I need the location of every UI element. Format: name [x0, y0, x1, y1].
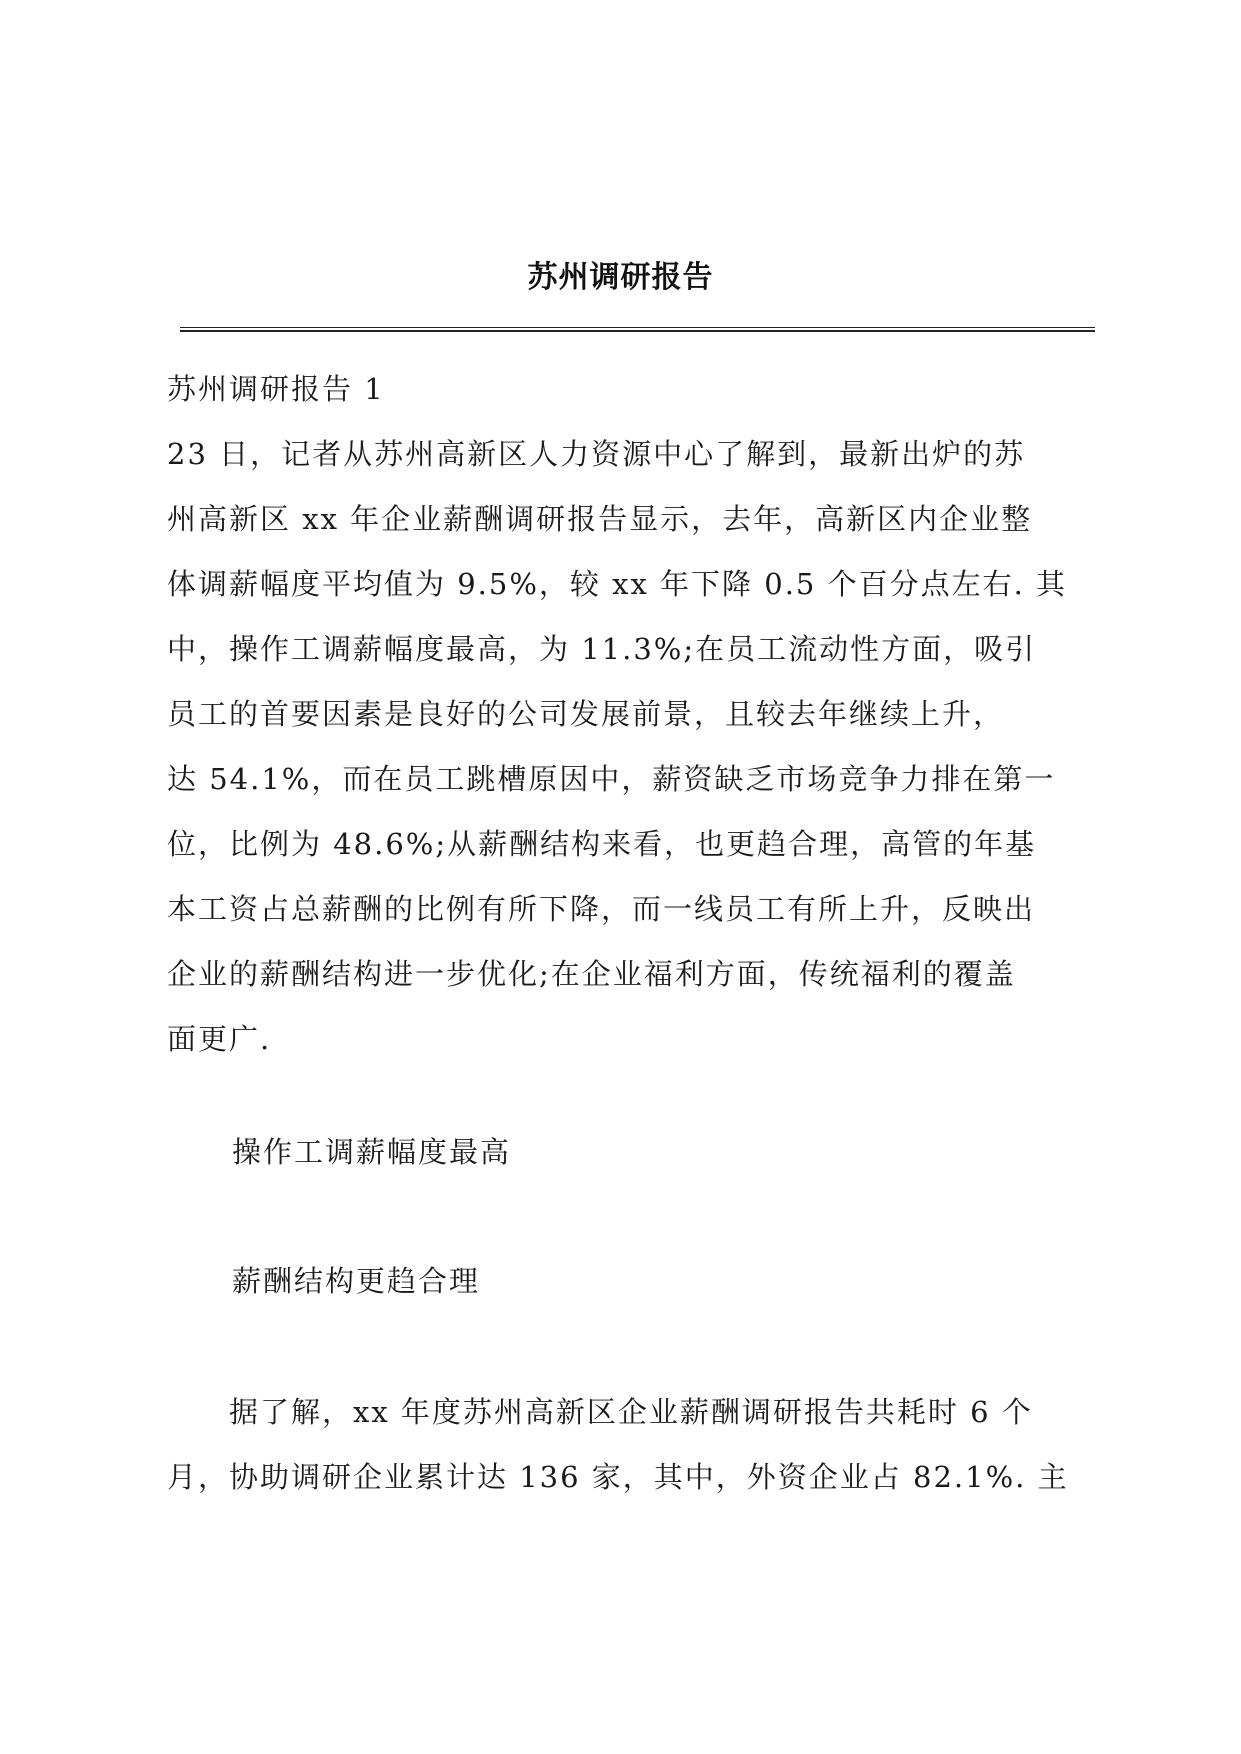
paragraph-line: 体调薪幅度平均值为 9.5%，较 xx 年下降 0.5 个百分点左右. 其: [167, 567, 1068, 601]
paragraph-line: 月，协助调研企业累计达 136 家，其中，外资企业占 82.1%. 主: [167, 1460, 1069, 1494]
paragraph-line: 本工资占总薪酬的比例有所下降，而一线员工有所上升，反映出: [167, 892, 1036, 926]
paragraph-line: 面更广.: [167, 1022, 272, 1056]
paragraph-1: [167, 422, 1097, 1072]
paragraph-line: 达 54.1%，而在员工跳槽原因中，薪资缺乏市场竞争力排在第一: [167, 762, 1056, 796]
paragraph-line: 企业的薪酬结构进一步优化;在企业福利方面，传统福利的覆盖: [167, 957, 1016, 991]
paragraph-line: 据了解，xx 年度苏州高新区企业薪酬调研报告共耗时 6 个: [167, 1395, 1033, 1429]
paragraph-line: 23 日，记者从苏州高新区人力资源中心了解到，最新出炉的苏: [167, 437, 1026, 471]
paragraph-line: 员工的首要因素是良好的公司发展前景，且较去年继续上升，: [167, 697, 1005, 731]
title-double-rule: [180, 327, 1095, 332]
paragraph-line: 位，比例为 48.6%;从薪酬结构来看，也更趋合理，高管的年基: [167, 827, 1037, 861]
section-heading: 苏州调研报告 1: [167, 372, 385, 406]
paragraph-line: 中，操作工调薪幅度最高，为 11.3%;在员工流动性方面，吸引: [167, 632, 1037, 666]
paragraph-2: [167, 1380, 1097, 1510]
paragraph-line: 州高新区 xx 年企业薪酬调研报告显示，去年，高新区内企业整: [167, 502, 1033, 536]
page-title: 苏州调研报告: [527, 260, 714, 295]
subheading-operator-raise: 操作工调薪幅度最高: [232, 1135, 512, 1169]
subheading-salary-structure: 薪酬结构更趋合理: [232, 1264, 481, 1298]
